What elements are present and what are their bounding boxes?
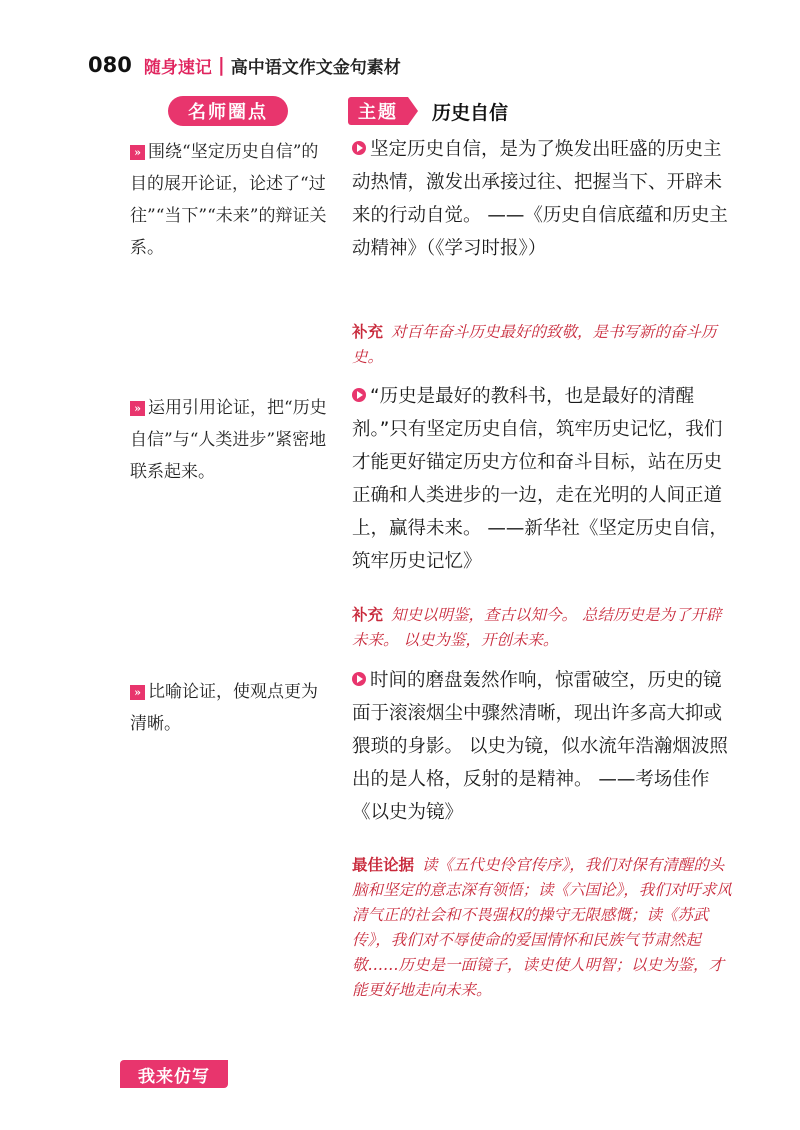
page-number: 080: [88, 53, 132, 77]
play-circle-icon: [352, 141, 366, 155]
teacher-note-text: 比喻论证，使观点更为清晰。: [130, 682, 318, 734]
double-chevron-right-icon: »: [130, 145, 145, 160]
theme-header: [348, 96, 508, 126]
supplement-label: 最佳论据: [352, 856, 415, 874]
supplement-text: 知史以明鉴，查古以知今。 总结历史是为了开辟未来。 以史为鉴，开创未来。: [352, 606, 722, 649]
quote-text: 坚定历史自信，是为了焕发出旺盛的历史主动热情，激发出承接过往、把握当下、开辟未来的行动自觉。 ——《历史自信底蕴和历史主动精神》（《学习时报》）: [352, 139, 728, 259]
quote-text: “历史是最好的教科书，也是最好的清醒剂。”只有坚定历史自信，筑牢历史记忆，我们才能更好锚定历史方位和奋斗目标，站在历史正确和人类进步的一边，走在光明的人间正道上，赢得未来。 ——新华社《坚定历史自信，筑牢历史记忆》: [352, 386, 728, 572]
play-circle-icon: [352, 388, 366, 402]
quote-entry-3: [352, 664, 732, 829]
supplement-text: 对百年奋斗历史最好的致敬，是书写新的奋斗历史。: [352, 323, 717, 366]
supplement-label: 补充: [352, 606, 384, 624]
theme-badge-arrow-icon: [408, 97, 418, 125]
teacher-notes-badge: 名师圈点: [168, 96, 288, 126]
quote-text: 时间的磨盘轰然作响，惊雷破空，历史的镜面于滚滚烟尘中骤然清晰，现出许多高大抑或猥琐的身影。 以史为镜，似水流年浩瀚烟波照出的是人格，反射的是精神。 ——考场佳作《以史为镜》: [352, 670, 728, 823]
double-chevron-right-icon: »: [130, 401, 145, 416]
series-name: 随身速记: [143, 57, 212, 78]
double-chevron-right-icon: »: [130, 685, 145, 700]
supplement-label: 补充: [352, 323, 384, 341]
book-title: 高中语文作文金句素材: [230, 57, 401, 78]
play-circle-icon: [352, 672, 366, 686]
theme-title: 历史自信: [432, 101, 509, 124]
teacher-note-3: [130, 676, 330, 740]
supplement-2: [352, 603, 732, 653]
header-separator: |: [217, 54, 225, 76]
teacher-note-1: [130, 136, 330, 264]
best-evidence: [352, 853, 732, 1003]
teacher-note-2: [130, 392, 330, 488]
supplement-text: 读《五代史伶官传序》，我们对保有清醒的头脑和坚定的意志深有领悟；读《六国论》，我们对吁求风清气正的社会和不畏强权的操守无限感慨；读《苏武传》，我们对不辱使命的爱国情怀和民族气节肃然起敬……历史是一面镜子，读史使人明智；以史为鉴，才能更好地走向未来。: [352, 856, 732, 999]
supplement-1: [352, 320, 732, 370]
theme-badge: 主题: [348, 97, 408, 125]
quote-entry-1: [352, 133, 732, 265]
teacher-note-text: 运用引用论证，把“历史自信”与“人类进步”紧密地联系起来。: [130, 398, 327, 482]
quote-entry-2: [352, 380, 732, 578]
teacher-note-text: 围绕“坚定历史自信”的目的展开论证，论述了“过往”“当下”“未来”的辩证关系。: [130, 142, 327, 258]
page-header: [88, 48, 401, 82]
practice-badge: 我来仿写: [120, 1060, 228, 1088]
